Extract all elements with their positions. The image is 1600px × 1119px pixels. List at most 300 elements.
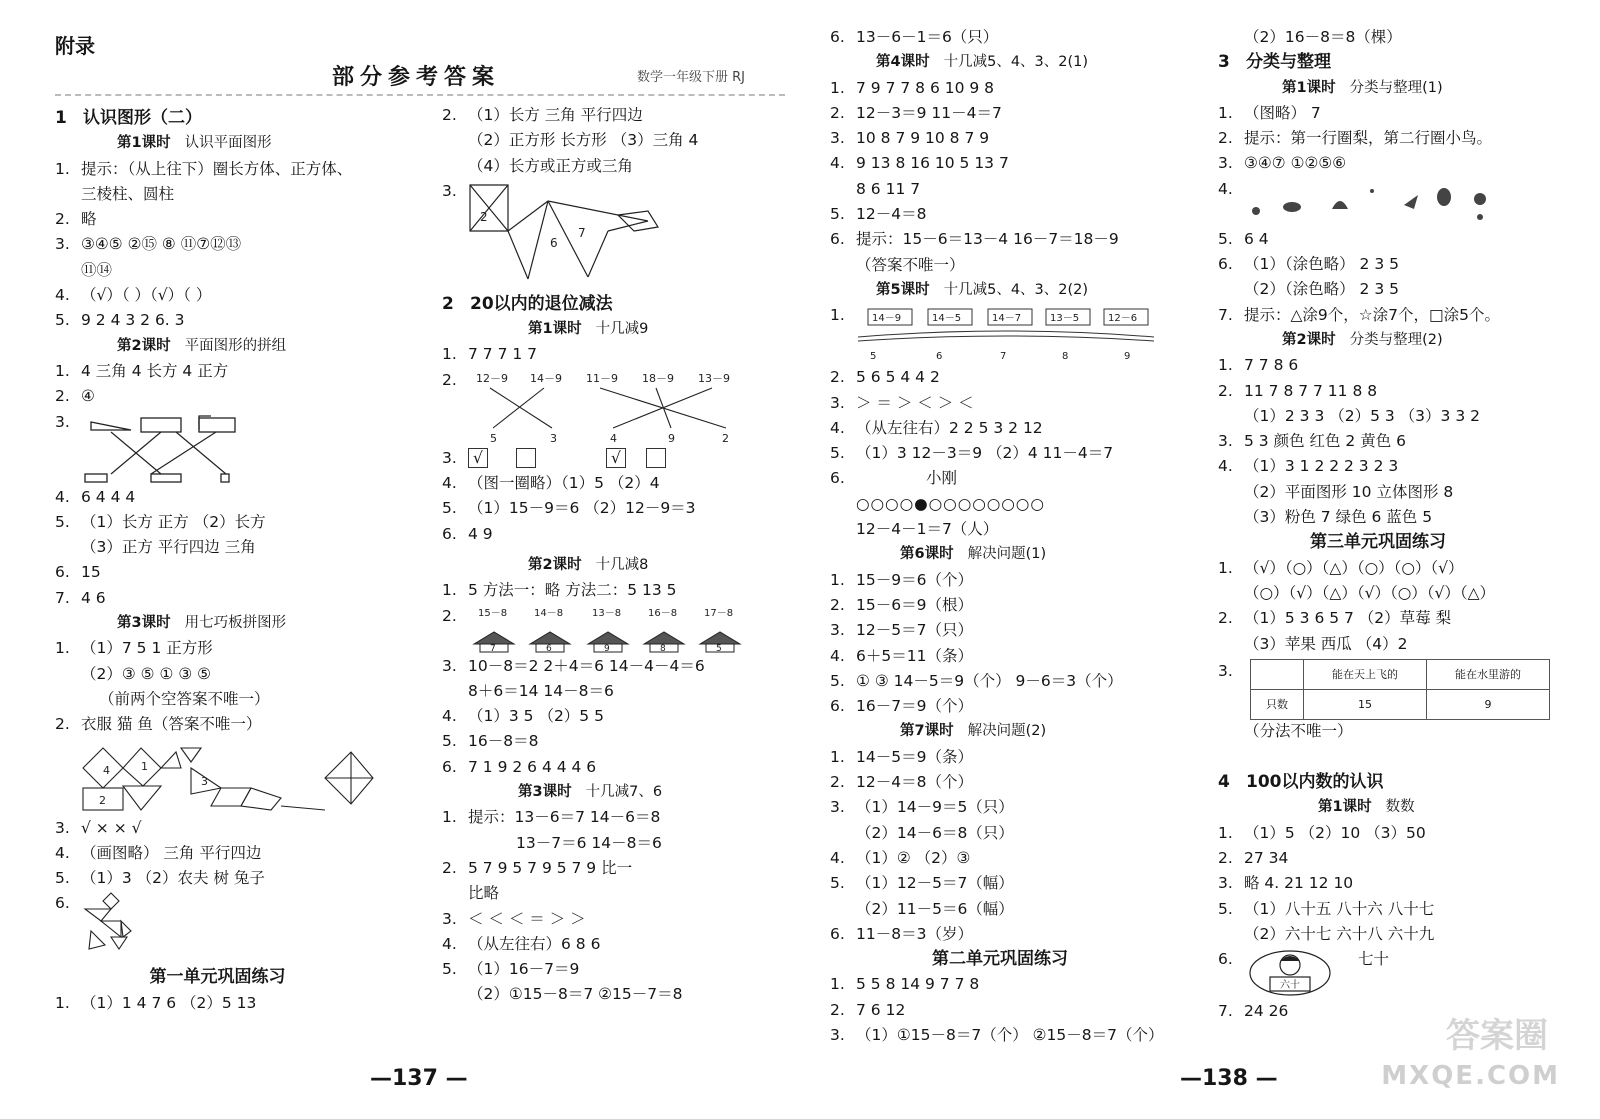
expression-label: 14－8 [534, 607, 564, 619]
section-title: 20以内的退位减法 [470, 293, 613, 314]
question-number: 3. [442, 181, 457, 200]
answer-line [830, 694, 1190, 719]
table-cell [1251, 659, 1304, 689]
question-number: 2. [442, 106, 457, 124]
empty-box [516, 448, 536, 468]
answer-line [1218, 151, 1558, 176]
answer-text: 提示：15－6＝13－4 16－7＝18－9 [856, 230, 1119, 249]
section-heading [442, 292, 792, 317]
answer-text: （2）①15－8＝7 ②15－7＝8 [468, 985, 683, 1004]
question-number: 4. [830, 154, 845, 173]
question-number: 3. [55, 235, 70, 254]
answer-line [830, 517, 1190, 542]
lesson-heading [830, 542, 1190, 567]
answer-line [1218, 101, 1558, 126]
answer-text: 12－4＝8 [856, 205, 927, 224]
lesson-heading [830, 50, 1190, 75]
answer-line [442, 578, 792, 603]
answer-line [1218, 252, 1558, 277]
question-number: 3. [1218, 661, 1233, 680]
question-number: 6. [442, 757, 457, 776]
answer-line [1218, 505, 1558, 530]
answer-text: （1）3 1 2 2 2 3 2 3 [1244, 457, 1399, 476]
question-number: 3. [830, 1025, 845, 1044]
result-label: 5 [490, 431, 497, 445]
classification-table-figure [1218, 659, 1558, 719]
answer-line [1218, 379, 1558, 404]
expression-label: 14－7 [992, 313, 1022, 325]
answer-text: 5 3 颜色 红色 2 黄色 6 [1244, 432, 1407, 451]
answer-text: 略 4. 21 12 10 [1244, 874, 1354, 893]
item-sorting-figure [1218, 177, 1558, 227]
answer-line [55, 662, 400, 687]
watermark-logo: 答案圈 [1446, 1016, 1548, 1056]
answer-text: 8 6 11 7 [856, 179, 921, 198]
answer-text: （1）14－9＝5（只） [856, 798, 1014, 817]
tangram-person-figure [55, 891, 400, 955]
title-divider [55, 94, 785, 96]
svg-text:1: 1 [141, 759, 148, 773]
table-row-label: 只数 [1251, 690, 1304, 720]
check-box: √ [606, 448, 626, 468]
circle-icon: ○○○○○○○○ [928, 494, 1045, 513]
question-number: 5. [442, 960, 457, 979]
answer-line [1218, 353, 1558, 378]
result-label: 9 [1124, 351, 1131, 363]
answer-text: 24 26 [1244, 1002, 1289, 1021]
answer-line [442, 755, 792, 780]
answer-line [830, 466, 1190, 491]
answer-line [830, 1023, 1190, 1048]
question-number: 4. [442, 474, 457, 493]
answer-text: （2）（涂色略） 2 3 5 [1244, 280, 1399, 299]
question-number: 5. [442, 499, 457, 518]
question-number: 1. [442, 581, 457, 600]
question-number: 2. [55, 210, 70, 229]
answer-text: （1）7 5 1 正方形 [81, 639, 213, 658]
answer-text: ① ③ 14－5＝9（个） 9－6＝3（个） [856, 671, 1123, 690]
answer-line [1218, 277, 1558, 302]
section-number: 2 [442, 293, 454, 314]
answer-text: 9 2 4 3 2 6. 3 [81, 311, 185, 330]
answer-text: （图略） 7 [1244, 103, 1321, 122]
answer-line [830, 25, 1190, 50]
house-number: 9 [604, 643, 610, 654]
answer-line [55, 283, 400, 308]
answer-text: 6 4 4 4 [81, 487, 136, 506]
question-number: 2. [55, 387, 70, 406]
answer-line [55, 359, 400, 384]
answer-line [1218, 606, 1558, 631]
question-number: 5. [830, 205, 845, 224]
answer-text: 13－7＝6 14－8＝6 [516, 833, 662, 852]
result-label: 9 [668, 431, 675, 445]
answer-text: 12－4－1＝7（人） [856, 520, 999, 539]
answer-column-1 [55, 106, 400, 1016]
triangle-puzzle-diagram [468, 181, 668, 285]
question-number: 1. [55, 639, 70, 658]
answer-text: √ × × √ [81, 818, 142, 837]
answer-text: 8＋6＝14 14－8＝6 [468, 681, 614, 700]
answer-text: （○）（√）（△）（√）（○）（√）（△） [1244, 583, 1496, 602]
question-number: 1. [830, 975, 845, 994]
answer-text: ④ [81, 387, 95, 406]
question-number: 2. [830, 1000, 845, 1019]
answer-text: （√）（○）（△）（○）（○）（√） [1244, 558, 1464, 577]
page-number: —138 — [1180, 1066, 1278, 1091]
question-number: 2. [1218, 129, 1233, 148]
answer-text: （4）长方或正方或三角 [468, 156, 633, 175]
answer-line [1218, 897, 1558, 922]
question-number: 1. [55, 159, 70, 178]
answer-line [830, 76, 1190, 101]
section-title: 分类与整理 [1246, 52, 1331, 73]
answer-text: （1）3 12－3＝9 （2）4 11－4＝7 [856, 444, 1114, 463]
question-number: 2. [830, 773, 845, 792]
answer-line [442, 729, 792, 754]
answer-text: 提示：第一行圈梨，第二行圈小鸟。 [1244, 129, 1493, 148]
answer-line [442, 856, 792, 881]
lesson-label: 第1课时 [1282, 79, 1336, 96]
answer-line [1218, 821, 1558, 846]
answer-column-3 [830, 25, 1190, 1048]
answer-line [442, 103, 792, 128]
question-number: 6. [55, 563, 70, 582]
question-number: 2. [1218, 849, 1233, 868]
answer-text: 5 方法一：略 方法二：5 13 5 [468, 581, 677, 600]
question-number: 4. [442, 934, 457, 953]
answer-line [1218, 454, 1558, 479]
answer-line [830, 871, 1190, 896]
check-box: √ [468, 448, 488, 468]
lesson-label: 第6课时 [900, 546, 954, 563]
shape-matching-figure [55, 410, 400, 485]
answer-text: （3）粉色 7 绿色 6 蓝色 5 [1244, 508, 1433, 527]
lesson-heading [55, 131, 400, 156]
answer-line [1218, 404, 1558, 429]
answer-text: 12－5＝7（只） [856, 621, 973, 640]
answer-text: （1）3 （2）农夫 树 兔子 [81, 869, 265, 888]
answer-text: （1）15－9＝6 （2）12－9＝3 [468, 499, 696, 518]
question-number: 4. [55, 487, 70, 506]
question-number: 4. [55, 286, 70, 305]
answer-text: 10 8 7 9 10 8 7 9 [856, 129, 990, 148]
answer-text: （分法不唯一） [1244, 721, 1353, 740]
question-number: 5. [55, 311, 70, 330]
lesson-title: 分类与整理(1) [1349, 79, 1443, 96]
lesson-title: 认识平面图形 [184, 135, 272, 152]
answer-text: ③④⑦ ①②⑤⑥ [1244, 154, 1347, 173]
expression-label: 14－5 [932, 313, 962, 325]
result-label: 5 [870, 351, 877, 363]
lesson-label: 第1课时 [528, 321, 582, 338]
question-number: 5. [830, 874, 845, 893]
answer-text: 12－3＝9 11－4＝7 [856, 103, 1002, 122]
lesson-heading [830, 278, 1190, 303]
answer-text: （1）①15－8＝7（个） ②15－8＝7（个） [856, 1025, 1164, 1044]
answer-text: 15－9＝6（个） [856, 570, 973, 589]
answer-text: （图一圈略）（1）5 （2）4 [468, 474, 660, 493]
question-number: 1. [442, 808, 457, 827]
lesson-heading [442, 780, 792, 805]
answer-line [830, 253, 1190, 278]
svg-text:6: 6 [550, 235, 558, 250]
question-number: 2. [830, 368, 845, 387]
answer-line [830, 897, 1190, 922]
page-number: —137 — [370, 1066, 468, 1091]
answer-text: 11－8＝3（岁） [856, 924, 973, 943]
answer-line [442, 957, 792, 982]
section-number: 4 [1218, 772, 1230, 793]
answer-text: 7 9 7 7 8 6 10 9 8 [856, 78, 995, 97]
answer-line [830, 202, 1190, 227]
answer-text: 略 [81, 210, 97, 229]
lesson-title: 十几减5、4、3、2(1) [943, 54, 1089, 71]
right-page [800, 0, 1600, 1119]
watermark: MXQE.COM [1381, 1061, 1560, 1091]
answer-text: （2）③ ⑤ ① ③ ⑤ [81, 664, 212, 683]
subtraction-matching-diagram [468, 368, 768, 446]
answer-line [830, 922, 1190, 947]
circle-row [830, 492, 1190, 517]
answer-text: ③④⑤ ②⑮ ⑧ ⑪⑦⑫⑬ [81, 235, 242, 254]
section-heading [1218, 50, 1558, 75]
answer-line [55, 991, 400, 1016]
question-number: 7. [1218, 305, 1233, 324]
expression-label: 14－9 [530, 371, 562, 385]
section-title: 100以内数的认识 [1246, 772, 1384, 793]
svg-text:2: 2 [480, 209, 488, 224]
answer-text: （√）（ ）（√）（ ） [81, 286, 212, 305]
answer-line [1218, 25, 1558, 50]
question-number: 3. [830, 798, 845, 817]
question-number: 5. [1218, 899, 1233, 918]
lesson-title: 数数 [1385, 799, 1415, 816]
lesson-title: 十几减5、4、3、2(2) [943, 281, 1089, 298]
question-number: 2. [442, 606, 457, 625]
question-number: 4. [830, 848, 845, 867]
expression-label: 18－9 [642, 371, 674, 385]
answer-line [830, 770, 1190, 795]
section-heading [55, 106, 400, 131]
expression-label: 13－8 [592, 607, 622, 619]
answer-text: （1）16－7＝9 [468, 960, 580, 979]
answer-line [442, 446, 792, 471]
answer-text: （1）（涂色略） 2 3 5 [1244, 255, 1399, 274]
result-label: 2 [722, 431, 729, 445]
question-number: 2. [442, 370, 457, 389]
answer-line [442, 932, 792, 957]
answer-text: 9 13 8 16 10 5 13 7 [856, 154, 1009, 173]
answer-line [830, 972, 1190, 997]
answer-text: （2）平面图形 10 立体图形 8 [1244, 482, 1454, 501]
answer-line [830, 568, 1190, 593]
lesson-heading [1218, 328, 1558, 353]
answer-line [442, 982, 792, 1007]
answer-text: （1）长方 三角 平行四边 [468, 106, 643, 124]
lesson-label: 第7课时 [900, 723, 954, 740]
child-with-sign-diagram [1244, 947, 1344, 999]
question-number: 6. [1218, 950, 1233, 969]
book-label: 数学一年级下册 RJ [637, 70, 745, 85]
question-number: 3. [55, 412, 70, 431]
question-number: 1. [830, 306, 845, 325]
filled-circle-icon: ● [914, 494, 929, 513]
lesson-label: 第4课时 [876, 54, 930, 71]
question-number: 6. [830, 230, 845, 249]
answer-text: 7 7 8 6 [1244, 356, 1299, 375]
expression-label: 14－9 [872, 313, 902, 325]
house-number: 8 [660, 643, 666, 654]
answer-line [55, 816, 400, 841]
answer-line [1218, 871, 1558, 896]
answer-text: 4 9 [468, 524, 493, 543]
question-number: 5. [1218, 229, 1233, 248]
classification-table [1250, 659, 1550, 721]
lesson-label: 第2课时 [1282, 331, 1336, 348]
answer-text: 16－7＝9（个） [856, 697, 973, 716]
table-cell: 15 [1304, 690, 1427, 720]
tangram-figures [55, 738, 400, 816]
answer-line [442, 704, 792, 729]
question-number: 1. [1218, 356, 1233, 375]
answer-line [830, 441, 1190, 466]
answer-text: （2）六十七 六十八 六十九 [1244, 924, 1435, 943]
answer-text: 提示：（从上往下）圈长方体、正方体、 [81, 159, 353, 178]
fish-matching-diagram [856, 303, 1156, 363]
answer-text: ＜ ＜ ＜ ＝ ＞ ＞ [468, 909, 586, 928]
question-number: 6. [830, 469, 845, 488]
sorting-items-diagram [1244, 177, 1524, 225]
answer-line [1218, 922, 1558, 947]
tangram-person-diagram [81, 891, 151, 953]
question-number: 1. [830, 570, 845, 589]
answer-text: 5 5 8 14 9 7 7 8 [856, 975, 980, 994]
answer-text: 11 7 8 7 7 11 8 8 [1244, 381, 1378, 400]
answer-line [1218, 126, 1558, 151]
answer-text: （1）② （2）③ [856, 848, 971, 867]
answer-text: （1）12－5＝7（幅） [856, 874, 1014, 893]
answer-text: （2）11－5＝6（幅） [856, 899, 1014, 918]
answer-text: （1）2 3 3 （2）5 3 （3）3 3 2 [1244, 406, 1480, 425]
question-number: 1. [1218, 558, 1233, 577]
answer-line [1218, 480, 1558, 505]
answer-line [442, 654, 792, 679]
question-number: 4. [442, 707, 457, 726]
table-header: 能在水里游的 [1427, 659, 1550, 689]
question-number: 4. [1218, 457, 1233, 476]
question-number: 5. [55, 869, 70, 888]
question-number: 2. [1218, 381, 1233, 400]
question-number: 2. [55, 715, 70, 734]
lesson-label: 第5课时 [876, 281, 930, 298]
answer-line [55, 157, 400, 182]
lesson-label: 第3课时 [518, 784, 572, 801]
lesson-label: 第3课时 [117, 615, 171, 632]
answer-line [442, 154, 792, 179]
unit-review-heading: 第三单元巩固练习 [1310, 532, 1446, 553]
answer-line [830, 745, 1190, 770]
circle-icon: ○○○○ [856, 494, 915, 513]
result-label: 4 [610, 431, 617, 445]
section-number: 3 [1218, 52, 1230, 73]
answer-text: 比略 [468, 884, 500, 903]
table-header: 能在天上飞的 [1304, 659, 1427, 689]
unit-review-heading: 第二单元巩固练习 [932, 949, 1068, 970]
answer-line [830, 821, 1190, 846]
answer-text: 7 1 9 2 6 4 4 4 6 [468, 757, 597, 776]
svg-text:2: 2 [99, 793, 106, 807]
question-number: 4. [1218, 179, 1233, 198]
question-number: 1. [830, 747, 845, 766]
lesson-label: 第2课时 [117, 337, 171, 354]
answer-line [1218, 429, 1558, 454]
answer-line [55, 485, 400, 510]
matching-subtraction-figure [442, 368, 792, 446]
answer-line [1218, 581, 1558, 606]
expression-label: 17－8 [704, 607, 734, 619]
answer-line [55, 636, 400, 661]
question-number: 7. [1218, 1002, 1233, 1021]
answer-line [55, 207, 400, 232]
answer-text: 6 4 [1244, 229, 1269, 248]
expression-label: 16－8 [648, 607, 678, 619]
house-matching-diagram [468, 604, 768, 654]
result-label: 6 [936, 351, 943, 363]
answer-line [1218, 227, 1558, 252]
answer-line [442, 907, 792, 932]
answer-line [55, 560, 400, 585]
lesson-label: 第1课时 [1318, 799, 1372, 816]
lesson-label: 第1课时 [117, 135, 171, 152]
answer-text: 提示：13－6＝7 14－6＝8 [468, 808, 661, 827]
answer-line [442, 522, 792, 547]
appendix-label: 附录 [55, 34, 95, 58]
answer-line [830, 618, 1190, 643]
answer-text: 14－5＝9（条） [856, 747, 973, 766]
answer-line [55, 687, 400, 712]
answer-line [55, 841, 400, 866]
question-number: 4. [830, 646, 845, 665]
result-label: 3 [550, 431, 557, 445]
fish-matching-figure [830, 303, 1190, 365]
answer-text: 衣服 猫 鱼（答案不唯一） [81, 715, 262, 734]
answer-line [830, 126, 1190, 151]
lesson-heading [442, 553, 792, 578]
answer-text: （1）1 4 7 6 （2）5 13 [81, 993, 257, 1012]
result-label: 7 [1000, 351, 1007, 363]
answer-text: 27 34 [1244, 849, 1289, 868]
lesson-title: 十几减7、6 [585, 784, 663, 801]
answer-text: 5 6 5 4 4 2 [856, 368, 940, 387]
answer-text: （2）正方形 长方形 （3）三角 4 [468, 131, 699, 150]
lesson-heading [55, 334, 400, 359]
question-number: 2. [830, 595, 845, 614]
question-number: 1. [1218, 103, 1233, 122]
answer-line [830, 391, 1190, 416]
question-number: 3. [1218, 154, 1233, 173]
question-number: 2. [830, 103, 845, 122]
lesson-heading [1218, 76, 1558, 101]
expression-label: 15－8 [478, 607, 508, 619]
sign-text: 六十 [1280, 980, 1300, 992]
house-number: 5 [716, 643, 722, 654]
svg-text:7: 7 [578, 225, 586, 240]
answer-line [442, 496, 792, 521]
answer-text: （1）3 5 （2）5 5 [468, 707, 604, 726]
lesson-heading [1218, 795, 1558, 820]
question-number: 3. [442, 448, 457, 467]
